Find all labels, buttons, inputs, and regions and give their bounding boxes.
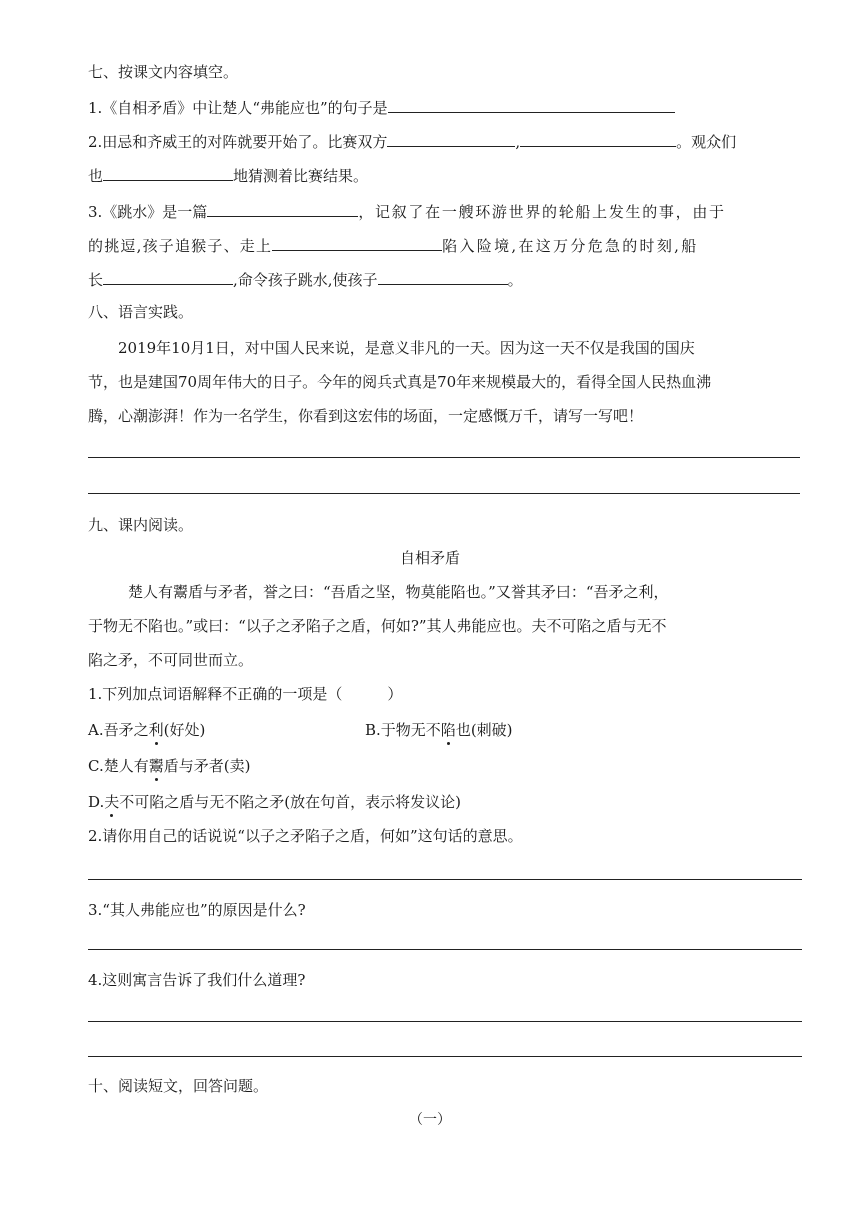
option-c-dotted: 鬻: [148, 757, 164, 775]
q2-sep: ,: [515, 133, 521, 151]
q3-line3-a: 长: [88, 271, 104, 289]
section7-q2: [88, 130, 736, 152]
q2-part2: 。观众们: [676, 133, 737, 151]
section8-title: 八、语言实践。: [88, 303, 194, 321]
section7-title: 七、按课文内容填空。: [88, 63, 239, 81]
option-a-post: (好处): [163, 721, 206, 739]
q1-blank[interactable]: [388, 96, 675, 113]
q3-blank-2[interactable]: [272, 234, 442, 251]
section7-q3: [88, 200, 726, 222]
q3-part2: ，记叙了在一艘环游世界的轮船上发生的事，由于: [358, 203, 726, 221]
q3-line3-c: 。: [507, 271, 523, 289]
q3-line3-b: ,命令孩子跳水,使孩子: [233, 271, 378, 289]
section7-q3-line2: [88, 234, 699, 256]
q1-text: 1.《自相矛盾》中让楚人“弗能应也”的句子是: [88, 99, 388, 117]
s9-q1-option-b[interactable]: [365, 720, 513, 740]
s9-q1-option-a[interactable]: [88, 720, 205, 740]
answer-line-8a[interactable]: [88, 457, 800, 458]
answer-line-9q3[interactable]: [88, 949, 802, 950]
section7-q2-line2: [88, 164, 368, 186]
q2-blank-1[interactable]: [387, 130, 515, 147]
q2-blank-3[interactable]: [103, 164, 233, 181]
answer-line-9q2[interactable]: [88, 879, 802, 880]
section9-title: 九、课内阅读。: [88, 516, 194, 534]
q2-line2-start: 也: [88, 167, 104, 185]
section8-para-line1: 2019年10月1日，对中国人民来说，是意义非凡的一天。因为这一天不仅是我国的国庆: [118, 339, 695, 357]
option-d-post: 不可陷之盾与无不陷之矛(放在句首，表示将发议论): [119, 793, 461, 811]
option-b-post: 也(刺破): [455, 721, 513, 739]
passage-line3: 陷之矛，不可同世而立。: [88, 651, 254, 669]
s9-q1-option-d[interactable]: [88, 792, 461, 812]
option-b-dotted: 陷: [440, 721, 456, 739]
q3-blank-3[interactable]: [103, 268, 233, 285]
page-number: （一）: [409, 1112, 451, 1128]
answer-line-9q4b[interactable]: [88, 1056, 802, 1057]
section8-para-line3: 腾，心潮澎湃！作为一名学生，你看到这宏伟的场面，一定感慨万千，请写一写吧！: [88, 407, 644, 425]
q3-blank-1[interactable]: [207, 200, 358, 217]
q2-line2-end: 地猜测着比赛结果。: [233, 167, 369, 185]
q3-blank-4[interactable]: [378, 268, 508, 285]
section7-q1: [88, 96, 675, 118]
q2-blank-2[interactable]: [520, 130, 676, 147]
section8-para-line2: 节，也是建国70周年伟大的日子。今年的阅兵式真是70年来规模最大的，看得全国人民热血沸: [88, 373, 712, 391]
q3-line2-a: 的挑逗,孩子追猴子、走上: [88, 237, 273, 255]
option-a-pre: A.吾矛之: [88, 721, 149, 739]
s9-q4: 4.这则寓言告诉了我们什么道理?: [88, 971, 306, 989]
passage-line1: 楚人有鬻盾与矛者，誉之曰：“吾盾之坚，物莫能陷也。”又誉其矛曰：“吾矛之利，: [128, 583, 669, 601]
answer-line-8b[interactable]: [88, 493, 800, 494]
s9-q1-option-c[interactable]: [88, 756, 250, 776]
option-c-pre: C.楚人有: [88, 757, 149, 775]
option-c-post: 盾与矛者(卖): [163, 757, 251, 775]
answer-line-9q4a[interactable]: [88, 1021, 802, 1022]
q3-part1: 3.《跳水》是一篇: [88, 203, 208, 221]
section7-q3-line3: [88, 268, 523, 290]
q3-line2-b: 陷入险境,在这万分危急的时刻,船: [442, 237, 699, 255]
section10-title: 十、阅读短文，回答问题。: [88, 1077, 269, 1095]
passage-line2: 于物无不陷也。”或曰：“以子之矛陷子之盾，何如?”其人弗能应也。夫不可陷之盾与无不: [88, 617, 667, 635]
s9-q2: 2.请你用自己的话说说“以子之矛陷子之盾，何如”这句话的意思。: [88, 827, 523, 845]
option-d-pre: D.: [88, 793, 105, 811]
s9-q3: 3.“其人弗能应也”的原因是什么?: [88, 901, 306, 919]
q2-part1: 2.田忌和齐威王的对阵就要开始了。比赛双方: [88, 133, 388, 151]
option-a-dotted: 利: [148, 721, 164, 739]
option-b-pre: B.于物无不: [365, 721, 441, 739]
s9-q1-stem: 1.下列加点词语解释不正确的一项是（ ）: [88, 685, 403, 703]
option-d-dotted: 夫: [104, 793, 120, 811]
passage-title: 自相矛盾: [399, 549, 460, 567]
